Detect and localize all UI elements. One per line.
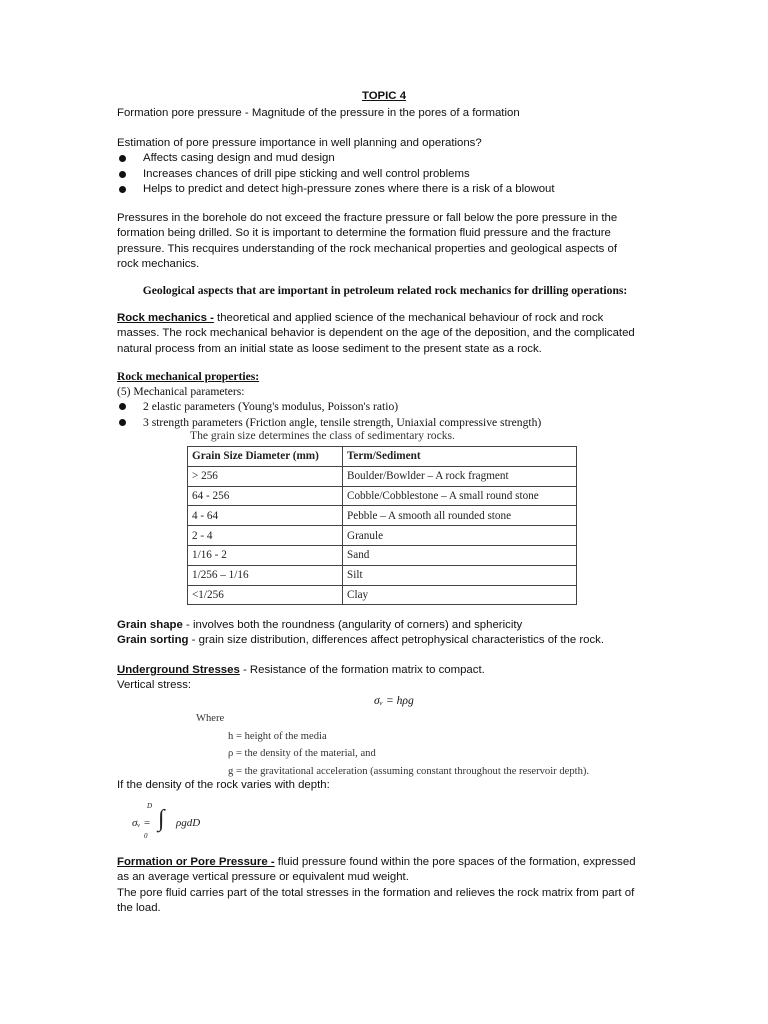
table-row — [188, 585, 577, 605]
grain-shape-term: Grain shape — [117, 619, 183, 631]
integral-sign: ∫ — [158, 806, 165, 832]
list-item: 2 elastic parameters (Young's modulus, Poisson's ratio) — [117, 399, 657, 414]
table-cell: > 256 — [188, 466, 343, 486]
stresses-text: - Resistance of the formation matrix to compact. — [239, 664, 485, 676]
table-cell: 1/256 – 1/16 — [188, 565, 343, 585]
table-row — [188, 526, 577, 546]
rock-mechanics-paragraph — [117, 311, 637, 357]
importance-section — [117, 136, 637, 198]
rock-properties-section — [117, 369, 657, 430]
where-item: ρ = the density of the material, and — [228, 748, 376, 760]
pore-pressure-line — [117, 855, 642, 886]
pore-pressure-section — [117, 855, 642, 917]
integrand: ρgdD — [176, 817, 201, 829]
vertical-stress-equation: σᵥ = hρg — [374, 694, 414, 707]
rock-properties-list — [117, 399, 657, 429]
rock-mechanics-term: Rock mechanics - — [117, 312, 214, 324]
table-row — [188, 565, 577, 585]
table-cell: Pebble – A smooth all rounded stone — [343, 506, 577, 526]
table-cell: 1/16 - 2 — [188, 545, 343, 565]
table-cell: 64 - 256 — [188, 486, 343, 506]
list-item: Increases chances of drill pipe sticking and well control problems — [117, 167, 637, 182]
table-cell: Silt — [343, 565, 577, 585]
list-item: Helps to predict and detect high-pressure zones where there is a risk of a blowout — [117, 182, 637, 197]
list-item: 3 strength parameters (Friction angle, tensile strength, Uniaxial compressive strength) — [117, 415, 657, 430]
table-row — [188, 506, 577, 526]
integral-lhs: σᵥ = — [132, 817, 151, 829]
table-cell: 2 - 4 — [188, 526, 343, 546]
grain-sorting-line — [117, 633, 657, 648]
list-item: Affects casing design and mud design — [117, 151, 637, 166]
table-header: Term/Sediment — [343, 447, 577, 467]
grain-size-table — [187, 446, 577, 605]
table-row — [188, 545, 577, 565]
pore-pressure-definition — [117, 106, 637, 121]
pore-fluid-line: The pore fluid carries part of the total stresses in the formation and relieves the rock matrix from part of the load. — [117, 886, 635, 915]
where-label: Where — [196, 713, 225, 724]
where-item: g = the gravitational acceleration (assuming constant throughout the reservoir depth). — [228, 765, 590, 777]
integral-upper-limit: D — [147, 802, 153, 810]
table-cell: Clay — [343, 585, 577, 605]
table-cell: Boulder/Bowlder – A rock fragment — [343, 466, 577, 486]
rock-mechanics-text: theoretical and applied science of the mechanical behaviour of rock and rock masses. The rock mechanical behavior is dependent on the age of the deposition, and the complicated natural process from an initial state as loose sediment to the present state as a rock. — [117, 312, 635, 355]
grain-sorting-term: Grain sorting — [117, 634, 189, 647]
table-cell: <1/256 — [188, 585, 343, 605]
integral-lower-limit: 0 — [144, 832, 148, 840]
table-row — [188, 486, 577, 506]
vertical-stress-label: Vertical stress: — [117, 679, 192, 692]
where-block — [196, 710, 589, 780]
table-header-row — [188, 447, 577, 467]
table-cell: 4 - 64 — [188, 506, 343, 526]
definition-term: Formation pore pressure — [117, 107, 242, 119]
density-varies-line: If the density of the rock varies with depth: — [117, 779, 330, 791]
geological-aspects-heading: Geological aspects that are important in petroleum related rock mechanics for drilling operations: — [142, 284, 628, 297]
importance-question: Estimation of pore pressure importance in well planning and operations? — [117, 137, 482, 149]
grain-shape-line — [117, 618, 657, 633]
definition-text: - Magnitude of the pressure in the pores of a formation — [241, 107, 520, 119]
grain-table-caption: The grain size determines the class of sedimentary rocks. — [190, 429, 455, 442]
page-title: TOPIC 4 — [361, 90, 407, 102]
stresses-section — [117, 663, 637, 694]
stresses-line — [117, 663, 637, 678]
rock-properties-sub: (5) Mechanical parameters: — [117, 385, 245, 399]
pore-pressure-term: Formation or Pore Pressure - — [117, 856, 275, 868]
importance-list — [117, 151, 637, 197]
where-item: h = height of the media — [228, 730, 327, 742]
table-cell: Cobble/Cobblestone – A small round stone — [343, 486, 577, 506]
table-cell: Granule — [343, 526, 577, 546]
table-header: Grain Size Diameter (mm) — [188, 447, 343, 467]
borehole-paragraph: Pressures in the borehole do not exceed the fracture pressure or fall below the pore pressure in the formation being drilled. So it is important to determine the formation fluid pressure and the fracture pressure. This recquires understanding of the rock mechanical properties and geological aspects of rock mechanics. — [117, 212, 618, 271]
table-row — [188, 466, 577, 486]
pore-pressure-text: fluid pressure found within the pore spaces of the formation, expressed as an average vertical pressure or equivalent mud weight. — [117, 856, 636, 884]
grain-shape-text: - involves both the roundness (angularity of corners) and sphericity — [182, 619, 523, 631]
grain-sorting-text: - grain size distribution, differences affect petrophysical characteristics of the rock. — [188, 634, 605, 647]
stresses-term: Underground Stresses — [117, 664, 240, 676]
integral-equation — [128, 802, 248, 842]
grain-descriptions — [117, 618, 657, 649]
rock-properties-heading: Rock mechanical properties: — [117, 370, 260, 383]
table-cell: Sand — [343, 545, 577, 565]
